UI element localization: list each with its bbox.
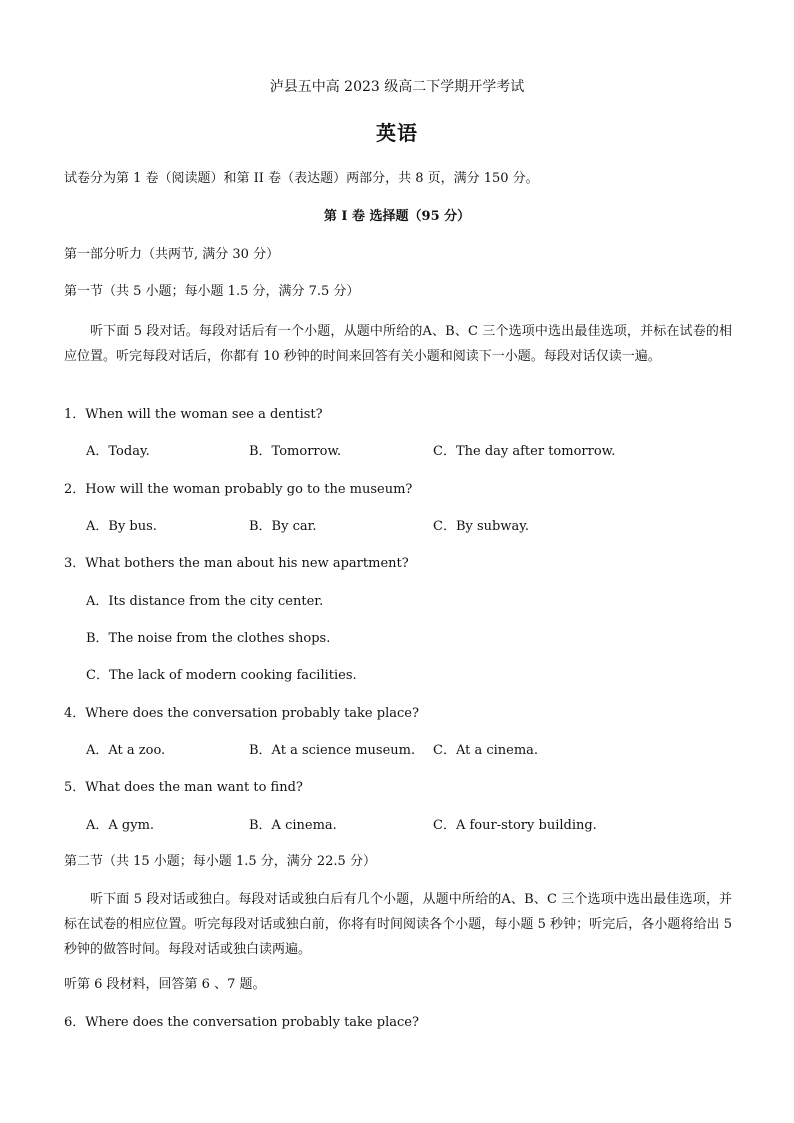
question-3-option-b: B．The noise from the clothes shops. [86,631,331,646]
subject-title: 英语 [376,121,418,145]
volume-heading: 第 I 卷 选择题（95 分） [323,209,471,224]
part1-heading: 第一部分听力（共两节, 满分 30 分） [64,247,280,262]
question-2-option-c: C．By subway. [433,519,529,534]
section2-instructions: 听下面 5 段对话或独白。每段对话或独白后有几个小题，从题中所给的A、B、C 三个选项中选出最佳选项，并标在试卷的相应位置。听完每段对话或独白前，你将有时间阅读各个小题，每小题 5 秒钟；听完后，各小题将给出 5 秒钟的做答时间。每段对话或独白读两遍。 [64,892,732,957]
question-3-option-c: C．The lack of modern cooking facilities. [86,668,357,683]
question-5-option-c: C．A four-story building. [433,818,597,833]
question-5-option-b: B．A cinema. [249,818,337,833]
question-3-option-a: A．Its distance from the city center. [86,594,324,609]
exam-intro: 试卷分为第 1 卷（阅读题）和第 II 卷（表达题）两部分，共 8 页，满分 150 分。 [64,171,539,186]
section1-heading: 第一节（共 5 小题；每小题 1.5 分，满分 7.5 分） [64,284,360,299]
question-2-stem: 2．How will the woman probably go to the museum? [64,482,413,497]
question-2-option-a: A．By bus. [86,519,157,534]
section2-heading: 第二节（共 15 小题；每小题 1.5 分，满分 22.5 分） [64,854,376,869]
question-1-option-a: A．Today. [86,444,150,459]
material-6-note: 听第 6 段材料，回答第 6 、7 题。 [64,977,266,992]
question-1-option-b: B．Tomorrow. [249,444,342,459]
section1-instructions: 听下面 5 段对话。每段对话后有一个小题，从题中所给的A、B、C 三个选项中选出最佳选项，并标在试卷的相应位置。听完每段对话后，你都有 10 秒钟的时间来回答有关小题和阅读下一小题。每段对话仅读一遍。 [64,324,732,364]
question-4-option-b: B．At a science museum. [249,743,416,758]
question-5-stem: 5．What does the man want to find? [64,780,303,795]
question-1-option-c: C．The day after tomorrow. [433,444,616,459]
question-3-stem: 3．What bothers the man about his new apartment? [64,556,409,571]
exam-title: 泸县五中高 2023 级高二下学期开学考试 [269,79,525,95]
question-4-option-a: A．At a zoo. [86,743,166,758]
question-5-option-a: A．A gym. [86,818,155,833]
question-2-option-b: B．By car. [249,519,317,534]
question-1-stem: 1．When will the woman see a dentist? [64,407,323,422]
question-4-option-c: C．At a cinema. [433,743,539,758]
question-4-stem: 4．Where does the conversation probably take place? [64,706,419,721]
question-6-stem: 6．Where does the conversation probably take place? [64,1015,419,1030]
